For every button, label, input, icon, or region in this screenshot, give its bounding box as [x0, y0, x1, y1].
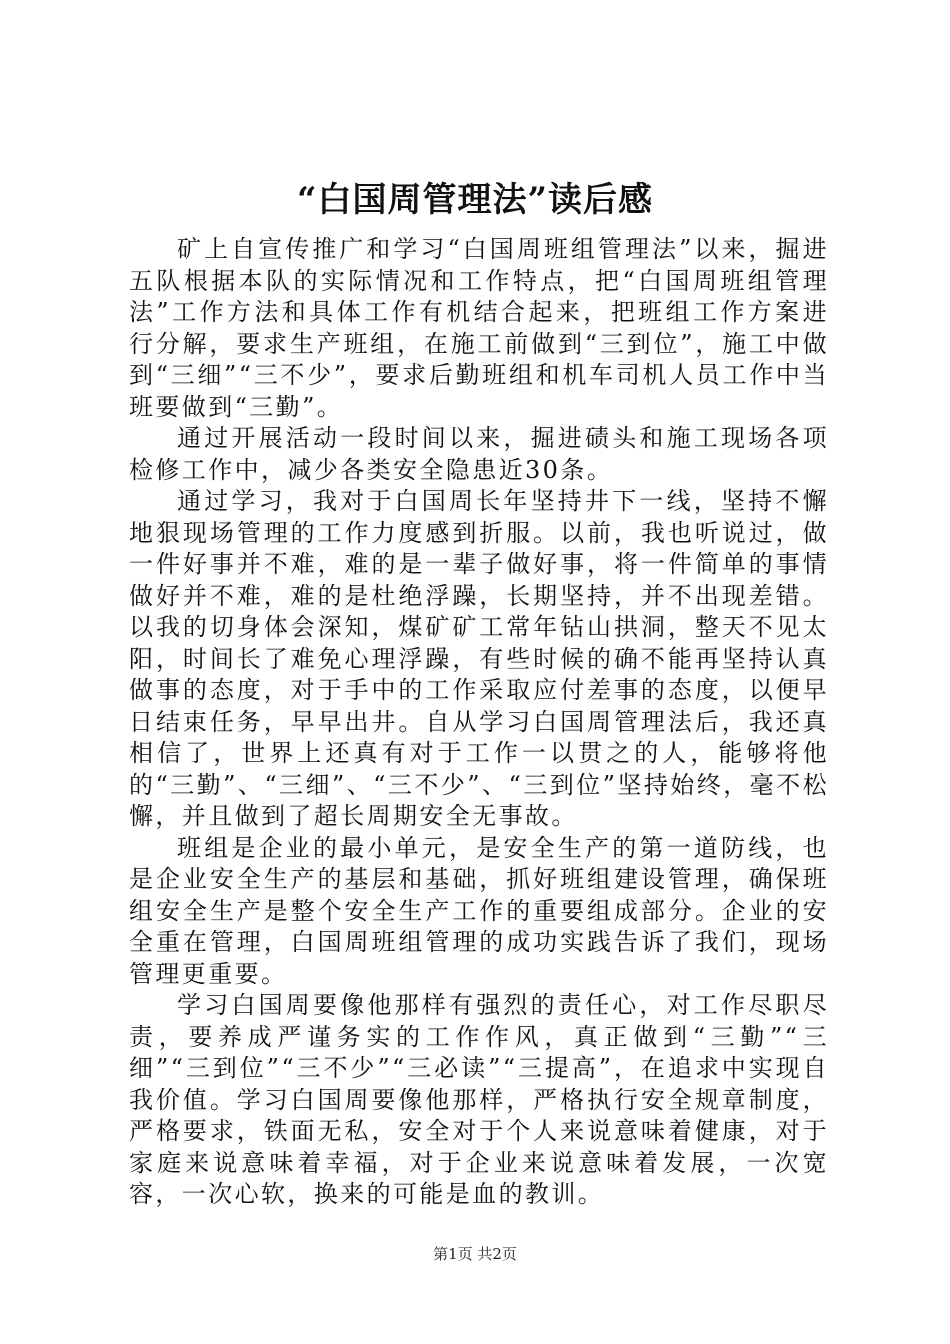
paragraph: 学习白国周要像他那样有强烈的责任心，对工作尽职尽责，要养成严谨务实的工作作风，真正做到“三勤”“三细”“三到位”“三不少”“三必读”“三提高”，在追求中实现自我价值。学习白国周要像他那样，严格执行安全规章制度，严格要求，铁面无私，安全对于个人来说意味着健康，对于家庭来说意味着幸福，对于企业来说意味着发展，一次宽容，一次心软，换来的可能是血的教训。 [129, 991, 829, 1208]
page-number-footer: 第1页 共2页 [433, 1245, 517, 1263]
paragraph: 班组是企业的最小单元，是安全生产的第一道防线，也是企业安全生产的基层和基础，抓好班组建设管理，确保班组安全生产是整个安全生产工作的重要组成部分。企业的安全重在管理，白国周班组管理的成功实践告诉了我们，现场管理更重要。 [129, 833, 829, 988]
paragraph: 通过学习，我对于白国周长年坚持井下一线，坚持不懈地狠现场管理的工作力度感到折服。以前，我也听说过，做一件好事并不难，难的是一辈子做好事，将一件简单的事情做好并不难，难的是杜绝浮躁，长期坚持，并不出现差错。以我的切身体会深知，煤矿矿工常年钻山拱洞，整天不见太阳，时间长了难免心理浮躁，有些时候的确不能再坚持认真做事的态度，对于手中的工作采取应付差事的态度，以便早日结束任务，早早出井。自从学习白国周管理法后，我还真相信了，世界上还真有对于工作一以贯之的人，能够将他的“三勤”、“三细”、“三不少”、“三到位”坚持始终，毫不松懈，并且做到了超长周期安全无事故。 [129, 487, 829, 830]
paragraph: 通过开展活动一段时间以来，掘进碛头和施工现场各项检修工作中，减少各类安全隐患近30条。 [129, 424, 829, 484]
document-body [129, 234, 829, 1211]
paragraph: 矿上自宣传推广和学习“白国周班组管理法”以来，掘进五队根据本队的实际情况和工作特点，把“白国周班组管理法”工作方法和具体工作有机结合起来，把班组工作方案进行分解，要求生产班组，在施工前做到“三到位”，施工中做到“三细”“三不少”，要求后勤班组和机车司机人员工作中当班要做到“三勤”。 [129, 235, 829, 421]
document-title: “白国周管理法”读后感 [296, 180, 654, 220]
